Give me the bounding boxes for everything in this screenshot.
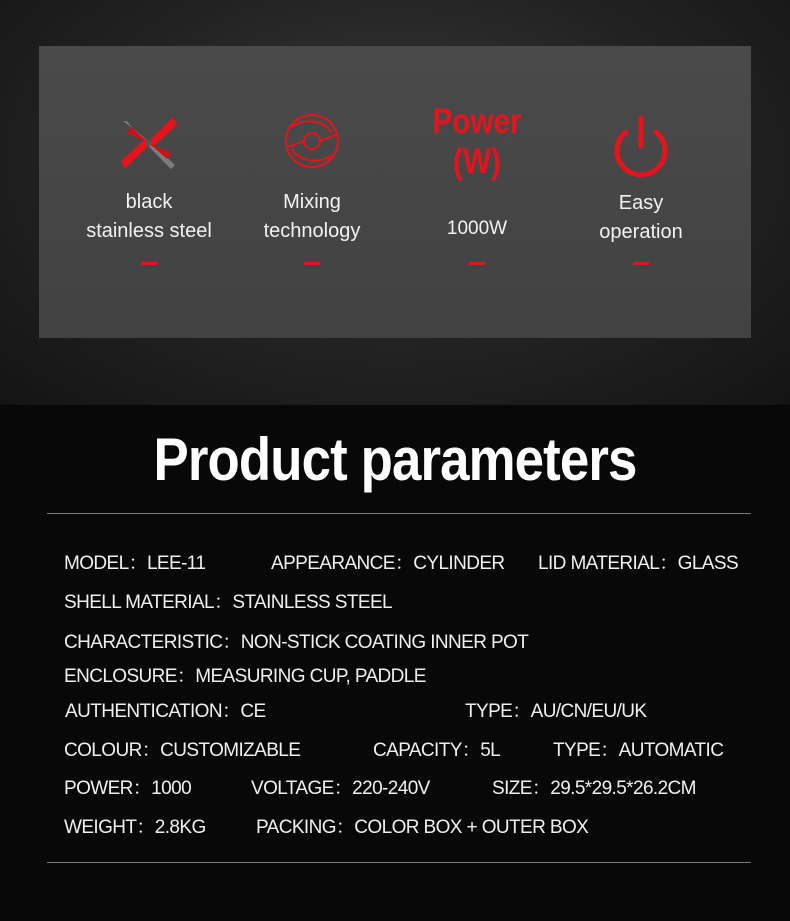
feature-label: Mixing technology (263, 191, 361, 242)
spec-voltage: VOLTAGE：220-240V (251, 778, 430, 799)
power-title: Power (W) (432, 102, 522, 181)
spec-type-operation: TYPE：AUTOMATIC (553, 740, 724, 761)
feature-panel (39, 46, 751, 338)
spec-model: MODEL：LEE-11 (64, 553, 206, 574)
spec-authentication: AUTHENTICATION：CE (65, 701, 266, 722)
power-icon (606, 112, 676, 182)
spec-shell-material: SHELL MATERIAL：STAINLESS STEEL (64, 592, 392, 613)
divider-top (47, 513, 751, 514)
blade-icon (114, 108, 184, 178)
power-value: 1000W (446, 218, 508, 239)
spec-characteristic: CHARACTERISTIC：NON-STICK COATING INNER POT (64, 632, 529, 653)
mixing-icon (277, 108, 347, 178)
feature-label: black stainless steel (86, 191, 212, 242)
spec-appearance: APPEARANCE：CYLINDER (271, 553, 505, 574)
product-parameters-section (0, 405, 790, 921)
section-title: Product parameters (153, 426, 637, 493)
spec-power: POWER：1000 (64, 778, 192, 799)
spec-colour: COLOUR：CUSTOMIZABLE (64, 740, 301, 761)
divider-bottom (47, 862, 751, 863)
red-dash (633, 262, 649, 265)
spec-capacity: CAPACITY：5L (373, 740, 501, 761)
feature-label: Easy operation (599, 192, 683, 243)
spec-weight: WEIGHT：2.8KG (64, 817, 206, 838)
feature-blade (69, 46, 229, 338)
spec-size: SIZE：29.5*29.5*26.2CM (492, 778, 696, 799)
red-dash (304, 262, 320, 265)
feature-power (397, 46, 557, 338)
spec-lid-material: LID MATERIAL：GLASS (538, 553, 739, 574)
red-dash (141, 262, 157, 265)
spec-packing: PACKING：COLOR BOX + OUTER BOX (256, 817, 589, 838)
feature-mixing (232, 46, 392, 338)
spec-enclosure: ENCLOSURE：MEASURING CUP, PADDLE (64, 666, 426, 687)
feature-operation (561, 46, 721, 338)
red-dash (469, 262, 485, 265)
spec-type-plug: TYPE：AU/CN/EU/UK (465, 701, 647, 722)
